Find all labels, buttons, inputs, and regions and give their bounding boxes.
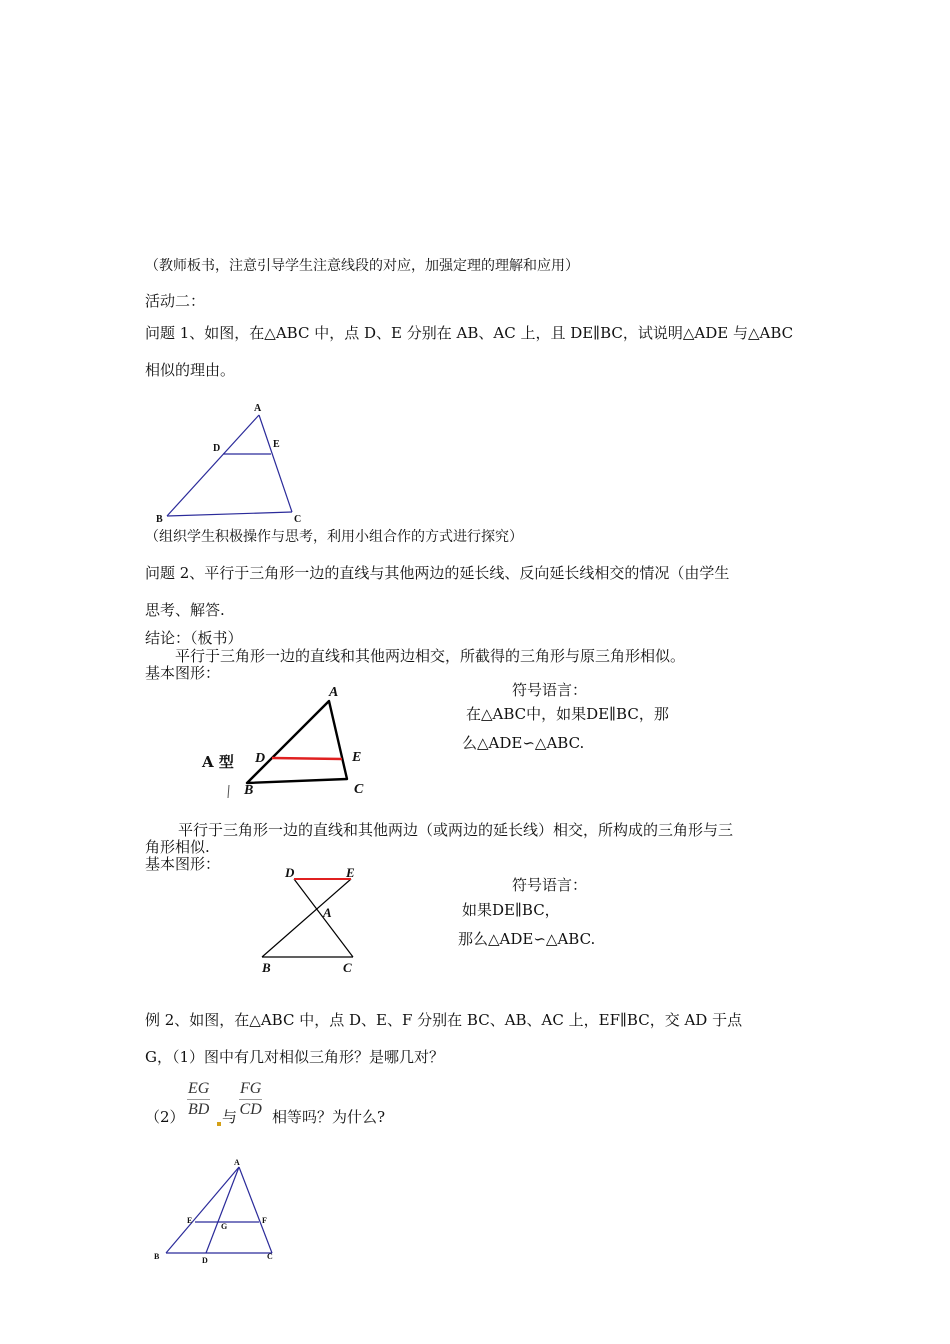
conclusion-label: 结论：（板书） [145,629,243,647]
fraction-1-numerator: EG [187,1080,210,1100]
group-work-note: （组织学生积极操作与思考，利用小组合作的方式进行探究） [145,529,523,545]
fig3-label-c: C [343,960,352,975]
x-type-figure [250,862,375,977]
fraction-1-denominator: BD [188,1101,210,1118]
question-2-prefix: （2） [145,1108,185,1126]
fig1-label-a: A [254,403,262,414]
fig4-label-a: A [234,1158,240,1167]
symbol-language-1-line-2: 么△ADE∽△ABC. [462,734,585,752]
fraction-2-denominator: CD [239,1101,262,1118]
conclusion-statement: 平行于三角形一边的直线和其他两边相交，所截得的三角形与原三角形相似。 [175,647,686,665]
fig1-label-c: C [294,514,302,525]
fig2-label-e: E [352,750,362,765]
fig4-label-b: B [154,1252,160,1261]
triangle-figure-1 [150,398,310,524]
fraction-fg-cd [239,1080,262,1119]
fraction-eg-bd [187,1080,210,1119]
symbol-language-title-1: 符号语言： [512,681,588,699]
fig1-label-d: D [213,443,221,454]
fig3-label-e: E [346,865,355,880]
fig4-label-f: F [262,1216,267,1225]
basic-figure-label-2: 基本图形： [145,855,221,873]
a-type-figure [190,680,390,805]
theorem-line-1: 平行于三角形一边的直线和其他两边（或两边的延长线）相交，所构成的三角形与三 [178,821,734,839]
triangle-figure-example-2 [150,1155,285,1265]
fig2-label-a: A [329,685,339,700]
fraction-2-numerator: FG [239,1080,262,1100]
example-2-line-1: 例 2、如图，在△ABC 中，点 D、E、F 分别在 BC、AB、AC 上，EF∥BC，交 AD 于点 [145,1011,743,1029]
question-2-line-1: 问题 2、平行于三角形一边的直线与其他两边的延长线、反向延长线相交的情况（由学生 [145,564,730,582]
fig1-label-b: B [156,514,163,525]
fig3-label-a: A [323,905,332,920]
question-1-line-1: 问题 1、如图，在△ABC 中，点 D、E 分别在 AB、AC 上，且 DE∥BC，试说明△ADE 与△ABC [145,324,794,342]
theorem-line-2: 角形相似. [145,838,210,856]
a-type-label: A 型 [202,753,234,771]
fig2-label-c: C [354,782,364,797]
anchor-dot [217,1122,221,1126]
question-2-connector: 与 [222,1108,238,1126]
fig4-label-d: D [202,1256,208,1265]
example-2-line-2: G，（1）图中有几对相似三角形？是哪几对？ [145,1048,445,1066]
activity-two-heading: 活动二： [145,292,206,310]
fig4-label-c: C [267,1252,273,1261]
symbol-language-2-line-2: 那么△ADE∽△ABC. [458,930,596,948]
question-2-line-2: 思考、解答. [145,601,225,619]
question-1-line-2: 相似的理由。 [145,361,236,379]
fig3-label-d: D [285,865,295,880]
fig4-label-e: E [187,1216,193,1225]
fig3-label-b: B [262,960,271,975]
symbol-language-1-line-1: 在△ABC中，如果DE∥BC，那 [466,705,669,723]
teacher-note: （教师板书，注意引导学生注意线段的对应，加强定理的理解和应用） [145,258,579,274]
symbol-language-2-line-1: 如果DE∥BC， [462,901,560,919]
basic-figure-label-1: 基本图形： [145,664,221,682]
fig1-label-e: E [273,439,280,450]
fig2-label-d: D [255,751,266,766]
fig2-label-b: B [244,783,254,798]
fig4-label-g: G [221,1222,228,1231]
question-2-suffix: 相等吗？为什么? [272,1108,386,1126]
symbol-language-title-2: 符号语言： [512,876,588,894]
